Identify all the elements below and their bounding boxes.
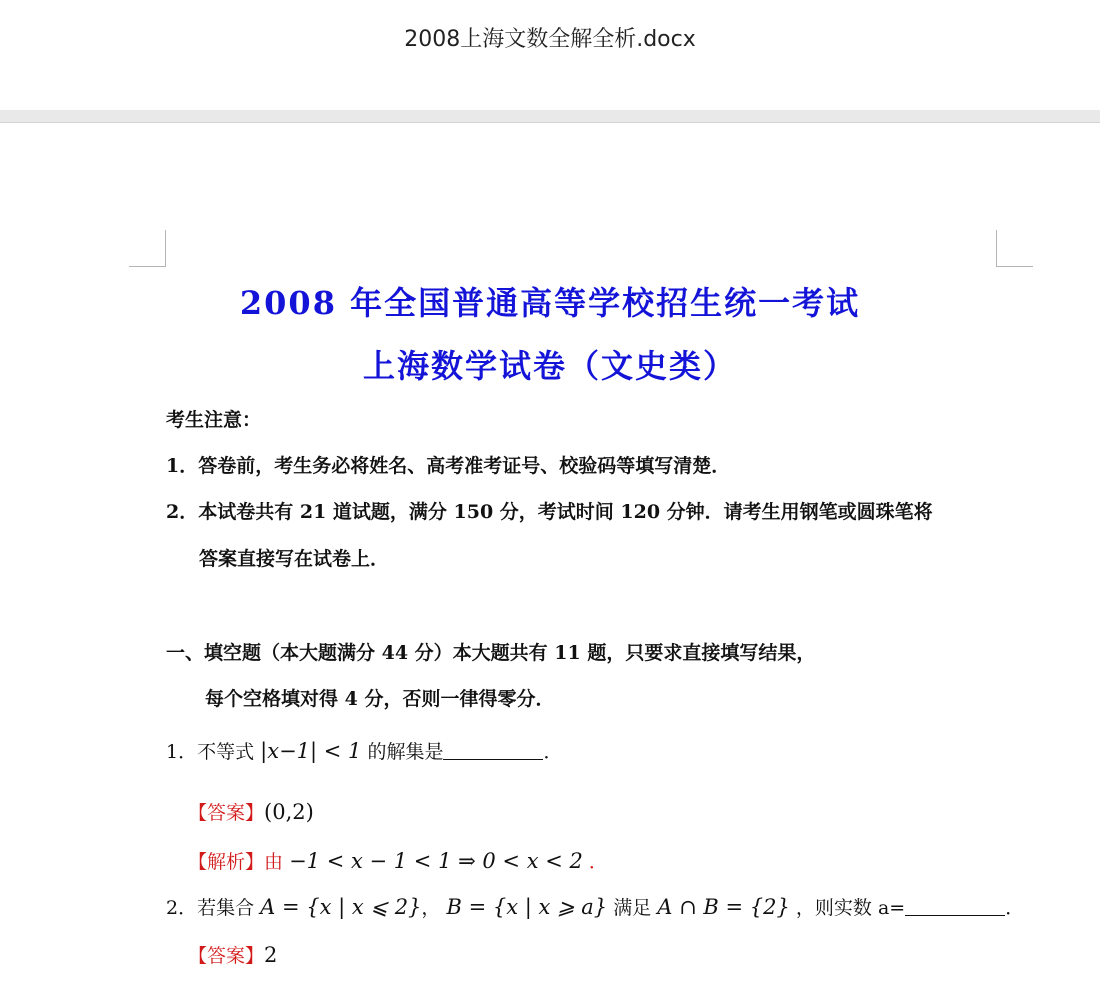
answer-label: 【答案】 [188,802,265,824]
question-end: ． [543,741,563,763]
notice-item-text: 本试卷共有 21 道试题，满分 150 分，考试时间 120 分钟．请考生用钢笔或圆珠笔将 [198,501,933,523]
question-math-set-a: A = {x | x ⩽ 2} [260,895,422,919]
page-corner-mark-left [129,230,166,267]
analysis-text: 由 [264,851,284,873]
notice-item-number: 2． [166,501,199,523]
answer-value: 2 [264,943,278,967]
notice-label: 考生注意： [166,409,262,431]
question-math-intersection: A ∩ B = {2} [657,895,790,919]
question-end: ． [1005,897,1025,919]
title-bar [0,0,1100,110]
notice-item-2 [166,497,933,524]
notice-item-number: 1． [166,455,199,477]
analysis-label: 【解析】 [188,851,265,873]
notice-item-2-continued: 答案直接写在试卷上． [199,548,390,570]
toolbar-divider [0,110,1100,123]
question-text: 的解集是 [367,741,444,763]
analysis-end: ． [588,851,608,873]
question-1 [166,737,563,764]
question-1-analysis [188,847,608,874]
document-title: 2008上海文数全解全析.docx [404,27,696,52]
answer-blank [905,897,1005,916]
section1-subtitle: 每个空格填对得 4 分，否则一律得零分． [205,688,555,710]
section1-title: 一、填空题（本大题满分 44 分）本大题共有 11 题，只要求直接填写结果， [166,642,816,664]
question-2 [166,893,1024,920]
question-math-set-b: B = {x | x ⩾ a} [446,895,608,919]
notice-item-1 [166,451,730,478]
document-page [0,123,1100,990]
question-text: 若集合 [197,897,255,919]
notice-item-text: 答卷前，考生务必将姓名、高考准考证号、校验码等填写清楚． [198,455,731,477]
analysis-math: −1 < x − 1 < 1 ⇒ 0 < x < 2 [289,849,583,873]
answer-value: (0,2) [264,800,314,824]
question-text: 满足 [613,897,652,919]
question-text: 不等式 [197,741,255,763]
question-1-answer [188,798,314,825]
question-number: 2． [166,897,198,919]
question-2-answer [188,941,277,968]
heading-line1: 2008 年全国普通高等学校招生统一考试 [239,284,861,322]
question-math: |x−1| < 1 [260,739,362,763]
question-text: ，则实数 a= [795,897,906,919]
heading-line2: 上海数学试卷（文史类） [362,347,737,385]
answer-blank [443,741,543,760]
page-corner-mark-right [996,230,1033,267]
answer-label: 【答案】 [188,945,265,967]
question-comma: ， [421,897,441,919]
question-number: 1． [166,741,198,763]
